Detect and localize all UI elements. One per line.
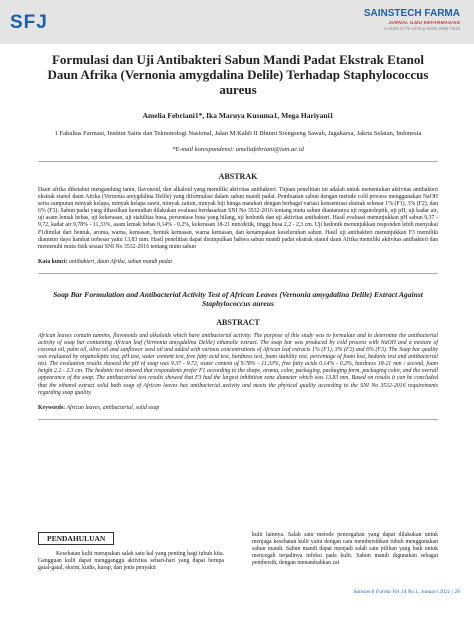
keywords (38, 405, 438, 411)
abstrak-text: Daun afrika diketahui mengandung tanin, flavonoid, dan alkaloid yang memiliki aktivitas antibakteri. Tujuan penelitian ini adalah untuk menentukan aktivitas antibakteri ekstrak etanol daun Afrika (Vernonia amygdalina Delile) yang diformulasi dalam sabun mandi padat. Pembuatan sabun dengan metode cold process menggunakan NaOH serta campuran minyak kelapa, minyak kelapa sawit, minyak zaitun, minyak biji bunga matahari dengan berbagai variasi konsentrasi ekstrak sebesar 1% (F1), 3% (F2), dan 6% (F3). Sabun padat yang dihasilkan kemudian dilakukan evaluasi berdasarkan SNI No 3532-2016 tentang mutu sabun diantaranya uji organoleptik, uji pH, uji kadar air, uji asam lemak bebas, uji kekerasan, uji stabilitas busa, persentase busa yang hilang, uji hedonik dan uji aktivitas antibakteri. Hasil evaluasi menunjukkan pH sabun 9,37 - 9,72, kadar air 9,78% - 11,33%, asam lemak bebas 0,14% - 0,2%, kekerasan 18-21 mm/detik, tinggi busa 2,2 - 2,3 cm. Uji hedonik menunjukkan responden lebih menyukai F1dimilai dari bentuk, aroma, warna, kemasan, bentuk kemasan, warna kemasan, dan kenampakan keseluruhan sabun. Hasil uji antibakteri menunjukkan F3 memiliki diameter daya hambat terbesar yaitu 13,83 mm. Hasil penelitian dapat disimpulkan bahwa sabun mandi padat ekstrak etanol daun Afrika memiliki aktivitas antibakteri dan memenuhi mutu fisik sesuai SNI No 3532-2016 tentang mutu sabun (38, 187, 438, 250)
right-column: kulit lainnya. Salah satu metode pencegahan yang dapat dilakukan untuk menjaga kesehatan kulit yaitu dengan cara membersihkan tubuh menggunakan sabun mandi. Sabun mandi dapat menjadi salah satu pilihan yang baik untuk mencegah terjadinya infeksi pada kulit. Sabun mandi digunakan sebagai pembersih, dengan menambahkan zat (252, 532, 438, 567)
divider (38, 419, 438, 420)
journal-name: SAINSTECH FARMA (363, 8, 460, 19)
page-footer-citation: Sainstech Farma Vol 14 No.1, Januari 2021 | 26 (353, 589, 460, 595)
divider (38, 273, 438, 274)
divider (38, 161, 438, 162)
affiliation: 1 Fakultas Farmasi, Institut Sains dan Teknonologi Nasional, Jalan M.Kahfi II Bhumi Srengseng Sawah, Jagakarsa, Jakrta Selatan, Indonesia (54, 130, 422, 137)
abstract-heading: ABSTRACT (216, 317, 260, 327)
left-paragraph: Kesehatan kulit merupakan salah satu hal yang penting bagi tubuh kita. Gangguan kulit dapat mengganggu aktivitas sehari-hari yang dapat berupa gatal-gatal, eksim, kudis, kurap, dan jenis penyakit (38, 551, 224, 572)
left-column (38, 532, 224, 572)
kata-kunci (38, 259, 438, 265)
journal-issn: e-ISSN 2776-1878 p-ISSN 2086-7816 (384, 26, 460, 31)
kata-kunci-label: Kata kunci: (38, 258, 68, 265)
keywords-values: African leaves, antibacterial, solid soap (66, 404, 160, 411)
article-front-matter (38, 52, 438, 420)
english-title: Soap Bar Formulation and Antibacterial Activity Test of African Leaves (Vernonia amygdalina Delile) Extract Against Staphylococcus aureus (53, 289, 423, 308)
abstract-text: African leaves contain tannins, flavonoids and alkaloids which have antibacterial activity. The purpose of this study was to formulate and to determine the antibacterial activity of soap bar containing African leaf (Vernonia amygdalina Delile) ethanolic extract. The soap bar was produced by cold process with NaOH and a mixture of coconut oil, palm oil, olive oil and sunflower seed oil and added with various concentrations of African leaf extracts 1% (F1), 3% (F2) and 6% (F3). The Soap bar quality was evaluated by organoleptic test, pH test, water content test, free fatty acid test, hardness test, foam stability test, percentage of foam lost, hedonic test and antibacterial test. The evaluation results showed the pH of soap was 9.37 - 9.72, water content of 9.78% - 11.33%, free fatty acids 0.14% - 0.2%, hardness 18-21 mm / second, foam height 2.2 - 2.3 cm. The hedonic test showed that respondents prefer F1 according to the shape, aroma, color, packaging, packaging form, packaging color, and the overall appearance of the soap. The antibacterial test results showed that F3 had the largest inhibition zone diameter which was 13.83 mm. Based on results it can be concluded that the ethanol extract solid bath soap of African leaves has antibacterial activity and meets the physical quality according to the SNI No 3532-2016 requirements regarding soap quality. (38, 332, 438, 396)
kata-kunci-values: antibakteri, daun Afrika, sabun mandi padat (68, 258, 173, 265)
authors: Amelia Febriani1*, Ika Maruya Kusuma1, Mega Hariyani1 (142, 111, 334, 120)
journal-subtitle: JURNAL ILMU KEFARMASIAN (388, 20, 460, 25)
journal-logo: SFJ (10, 12, 48, 33)
journal-title-block (364, 8, 460, 31)
section-heading: PENDAHULUAN (38, 532, 114, 545)
paper-title: Formulasi dan Uji Antibakteri Sabun Mandi Padat Ekstrak Etanol Daun Afrika (Vernonia amygdalina Delile) Terhadap Staphylococcus aureus (47, 52, 429, 97)
corresponding-email: *E-mail korespondensi: ameliafebriani@istn.ac.id (172, 146, 304, 153)
abstrak-heading: ABSTRAK (218, 172, 258, 181)
keywords-label: Keywords: (38, 404, 66, 411)
